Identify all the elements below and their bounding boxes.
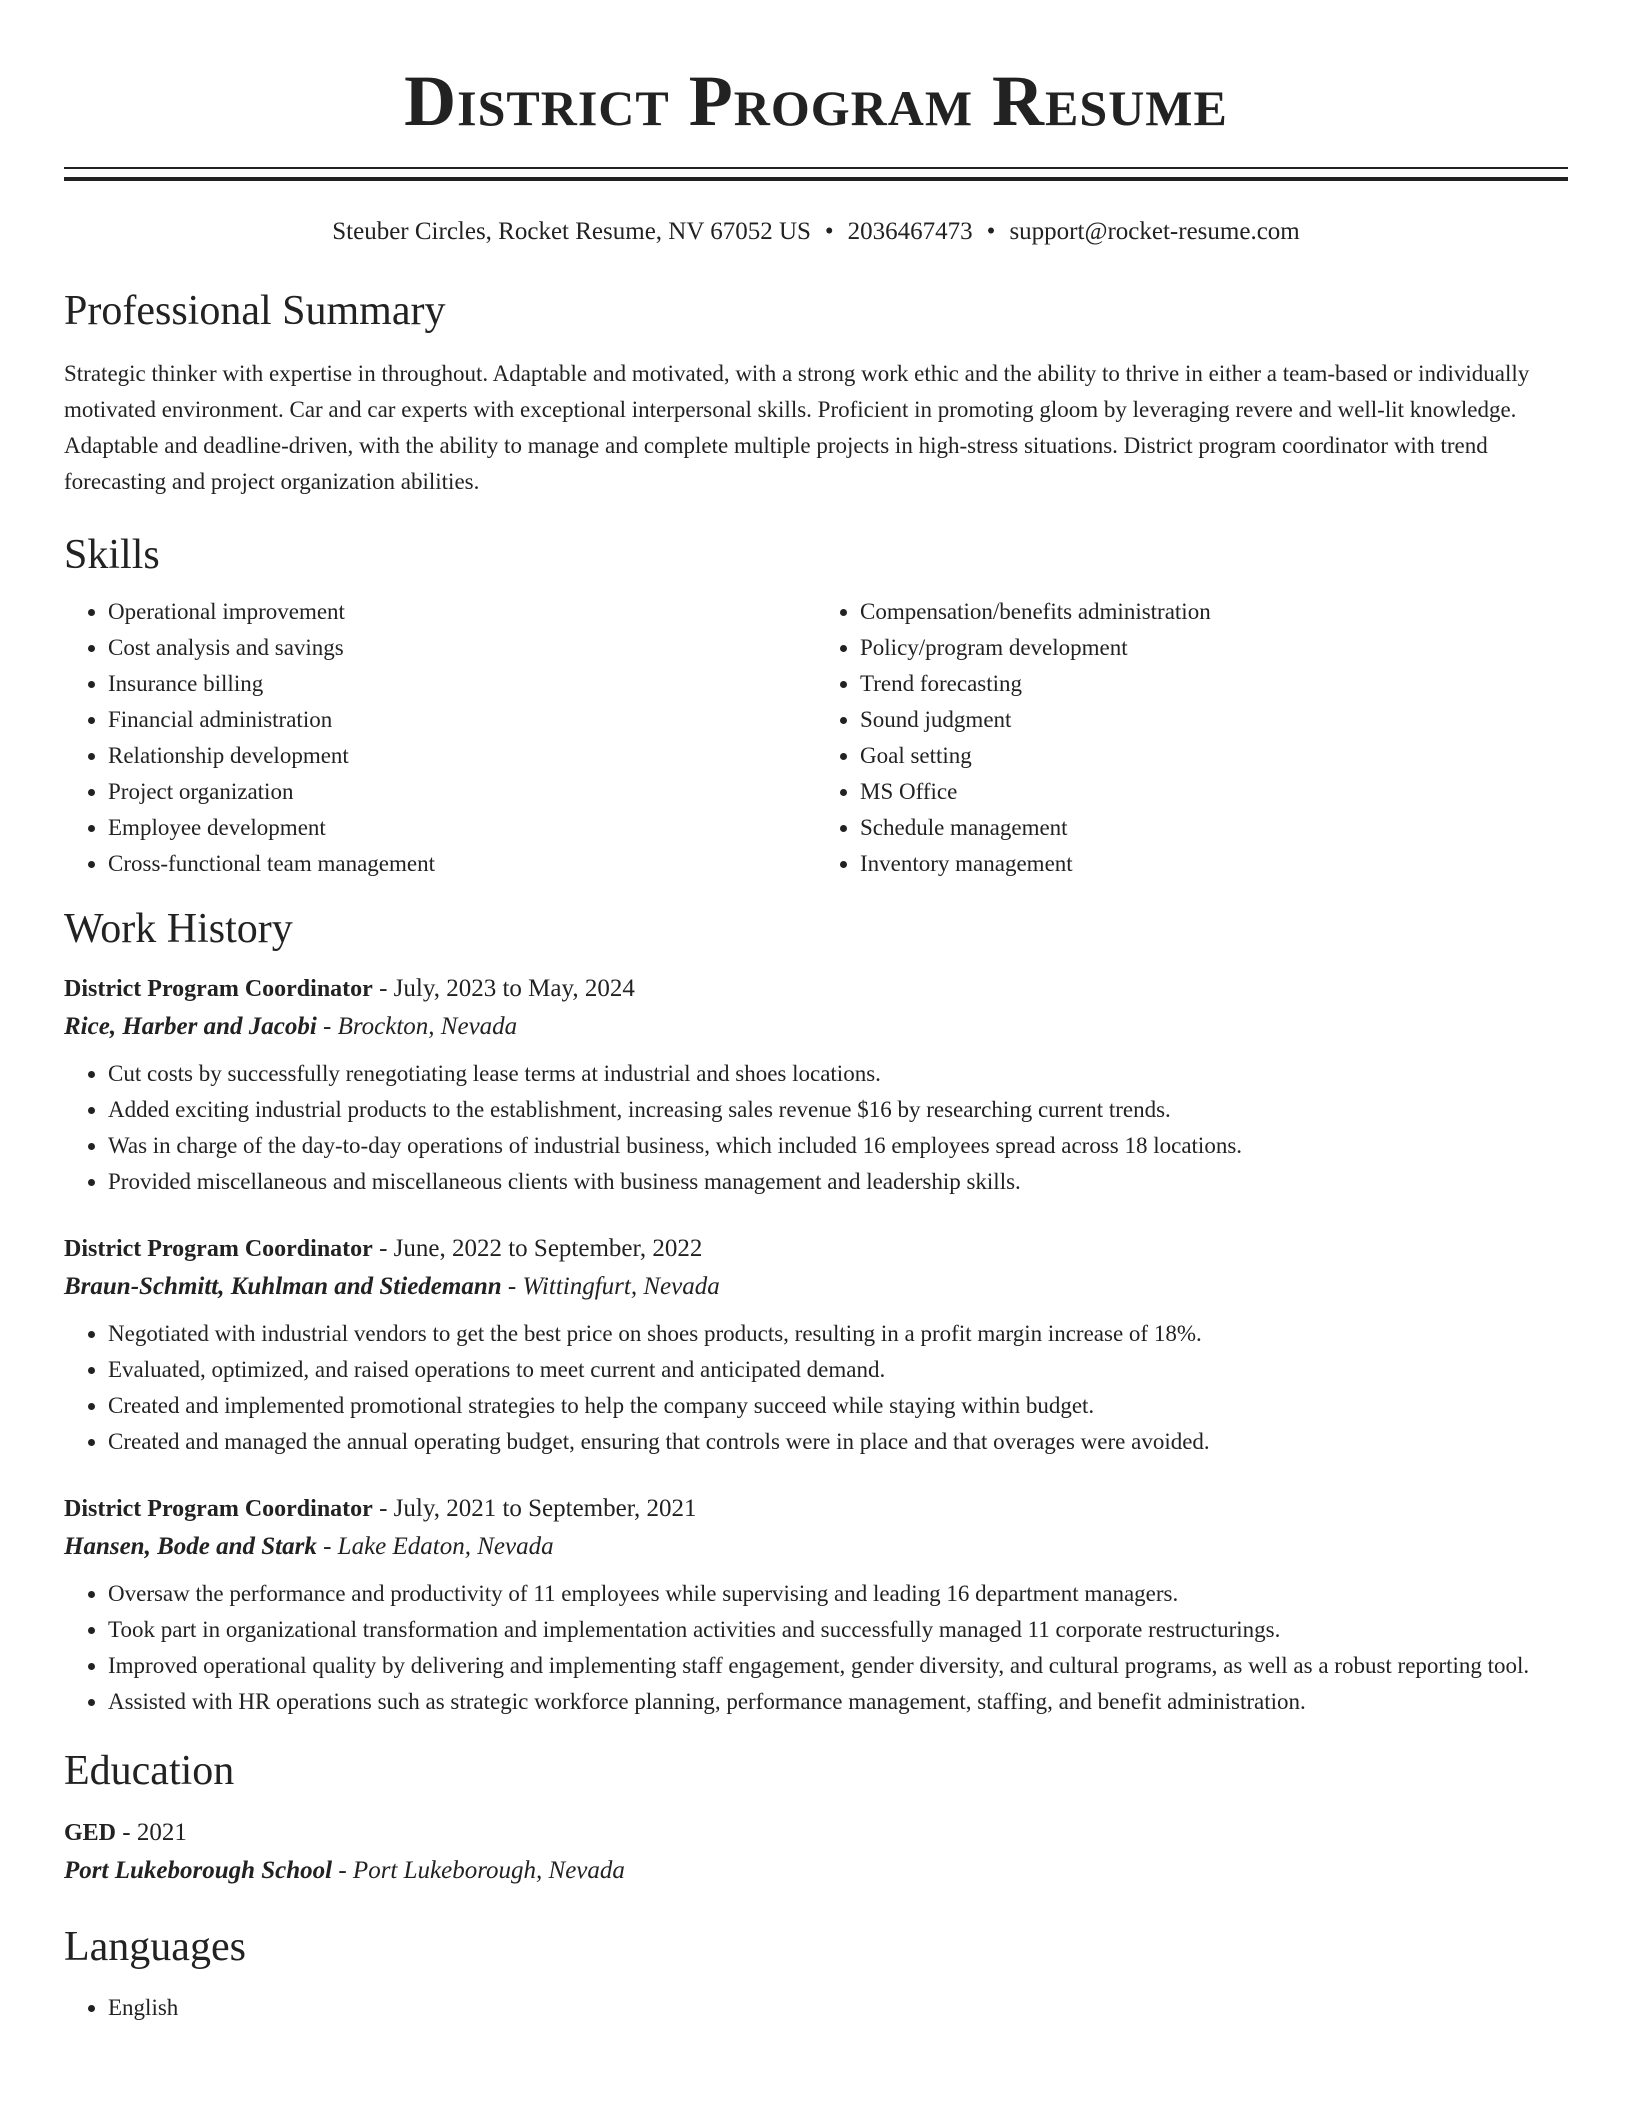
job-bullet: • Added exciting industrial products to the establishment, increasing sales revenue $16 by researching current trends. <box>108 1092 1568 1128</box>
job-bullet: • Evaluated, optimized, and raised operations to meet current and anticipated demand. <box>108 1352 1568 1388</box>
skill-item: • Relationship development <box>108 738 816 774</box>
skill-item: • Policy/program development <box>860 630 1568 666</box>
job-company: Hansen, Bode and Stark <box>64 1533 317 1560</box>
job-header <box>64 970 1568 1008</box>
contact-address: Steuber Circles, Rocket Resume, NV 67052 US <box>332 218 811 245</box>
languages-heading: Languages <box>64 1924 246 1970</box>
skill-item: • Trend forecasting <box>860 666 1568 702</box>
education-heading: Education <box>64 1748 235 1794</box>
job-bullets <box>64 1316 1568 1460</box>
contact-separator: • <box>986 218 996 245</box>
skill-item: • Sound judgment <box>860 702 1568 738</box>
title-double-rule <box>64 167 1568 181</box>
skills-heading: Skills <box>64 532 160 578</box>
education-section <box>64 1750 1568 1890</box>
job-company: Rice, Harber and Jacobi <box>64 1013 317 1040</box>
job-header <box>64 1490 1568 1528</box>
contact-separator: • <box>824 218 834 245</box>
skill-item: • Employee development <box>108 810 816 846</box>
contact-phone: 2036467473 <box>847 218 973 245</box>
job-bullet: • Cut costs by successfully renegotiating lease terms at industrial and shoes locations. <box>108 1056 1568 1092</box>
job-bullet: • Was in charge of the day-to-day operations of industrial business, which included 16 employees spread across 18 locations. <box>108 1128 1568 1164</box>
job-dates: - July, 2023 to May, 2024 <box>379 975 635 1002</box>
job-bullet: • Negotiated with industrial vendors to get the best price on shoes products, resulting in a profit margin increase of 18%. <box>108 1316 1568 1352</box>
job-company-line <box>64 1268 1568 1306</box>
education-school-line <box>64 1852 1568 1890</box>
job-bullet: • Provided miscellaneous and miscellaneous clients with business management and leadership skills. <box>108 1164 1568 1200</box>
education-header <box>64 1814 1568 1852</box>
skill-item: • MS Office <box>860 774 1568 810</box>
work-history-section <box>64 908 1568 1720</box>
job-title: District Program Coordinator <box>64 1236 373 1262</box>
work-history-heading: Work History <box>64 906 293 952</box>
summary-section <box>64 290 1568 500</box>
skill-item: • Operational improvement <box>108 594 816 630</box>
education-degree: GED <box>64 1820 117 1846</box>
education-location: - Port Lukeborough, Nevada <box>338 1857 625 1884</box>
job-bullet: • Improved operational quality by delivering and implementing staff engagement, gender diversity, and cultural programs, as well as a robust reporting tool. <box>108 1648 1568 1684</box>
job-location: - Lake Edaton, Nevada <box>323 1533 554 1560</box>
skills-left-list <box>64 594 816 882</box>
skills-section <box>64 534 1568 882</box>
job-entry <box>64 1490 1568 1720</box>
job-bullet: • Created and managed the annual operating budget, ensuring that controls were in place and that overages were avoided. <box>108 1424 1568 1460</box>
contact-line <box>64 216 1568 248</box>
job-company-line <box>64 1528 1568 1566</box>
languages-section <box>64 1926 1568 2026</box>
job-location: - Brockton, Nevada <box>323 1013 518 1040</box>
job-bullet: • Assisted with HR operations such as strategic workforce planning, performance management, staffing, and benefit administration. <box>108 1684 1568 1720</box>
skill-item: • Goal setting <box>860 738 1568 774</box>
education-school: Port Lukeborough School <box>64 1857 333 1884</box>
language-item: • English <box>108 1990 1568 2026</box>
resume-title: District Program Resume <box>404 61 1228 141</box>
skill-item: • Insurance billing <box>108 666 816 702</box>
job-dates: - June, 2022 to September, 2022 <box>379 1235 703 1262</box>
job-title: District Program Coordinator <box>64 1496 373 1522</box>
job-header <box>64 1230 1568 1268</box>
skill-item: • Cost analysis and savings <box>108 630 816 666</box>
skills-columns <box>64 594 1568 882</box>
skills-right-list <box>816 594 1568 882</box>
job-bullet: • Created and implemented promotional strategies to help the company succeed while staying within budget. <box>108 1388 1568 1424</box>
job-bullet: • Took part in organizational transformation and implementation activities and successfully managed 11 corporate restructurings. <box>108 1612 1568 1648</box>
job-dates: - July, 2021 to September, 2021 <box>379 1495 697 1522</box>
education-year: - 2021 <box>122 1819 187 1846</box>
summary-heading: Professional Summary <box>64 288 446 334</box>
skill-item: • Compensation/benefits administration <box>860 594 1568 630</box>
job-company: Braun-Schmitt, Kuhlman and Stiedemann <box>64 1273 502 1300</box>
job-company-line <box>64 1008 1568 1046</box>
job-bullet: • Oversaw the performance and productivity of 11 employees while supervising and leading 16 department managers. <box>108 1576 1568 1612</box>
skill-item: • Project organization <box>108 774 816 810</box>
languages-list <box>64 1990 1568 2026</box>
job-location: - Wittingfurt, Nevada <box>507 1273 720 1300</box>
skill-item: • Financial administration <box>108 702 816 738</box>
job-bullets <box>64 1576 1568 1720</box>
skill-item: • Schedule management <box>860 810 1568 846</box>
job-entry <box>64 970 1568 1200</box>
job-title: District Program Coordinator <box>64 976 373 1002</box>
skill-item: • Cross-functional team management <box>108 846 816 882</box>
summary-text: Strategic thinker with expertise in throughout. Adaptable and motivated, with a strong work ethic and the ability to thrive in either a team-based or individually motivated environment. Car and car experts with exceptional interpersonal skills. Proficient in promoting gloom by leveraging revere and well-lit knowledge. Adaptable and deadline-driven, with the ability to manage and complete multiple projects in high-stress situations. District program coordinator with trend forecasting and project organization abilities. <box>64 361 1530 494</box>
job-entry <box>64 1230 1568 1460</box>
skill-item: • Inventory management <box>860 846 1568 882</box>
job-bullets <box>64 1056 1568 1200</box>
contact-email: support@rocket-resume.com <box>1009 218 1300 245</box>
